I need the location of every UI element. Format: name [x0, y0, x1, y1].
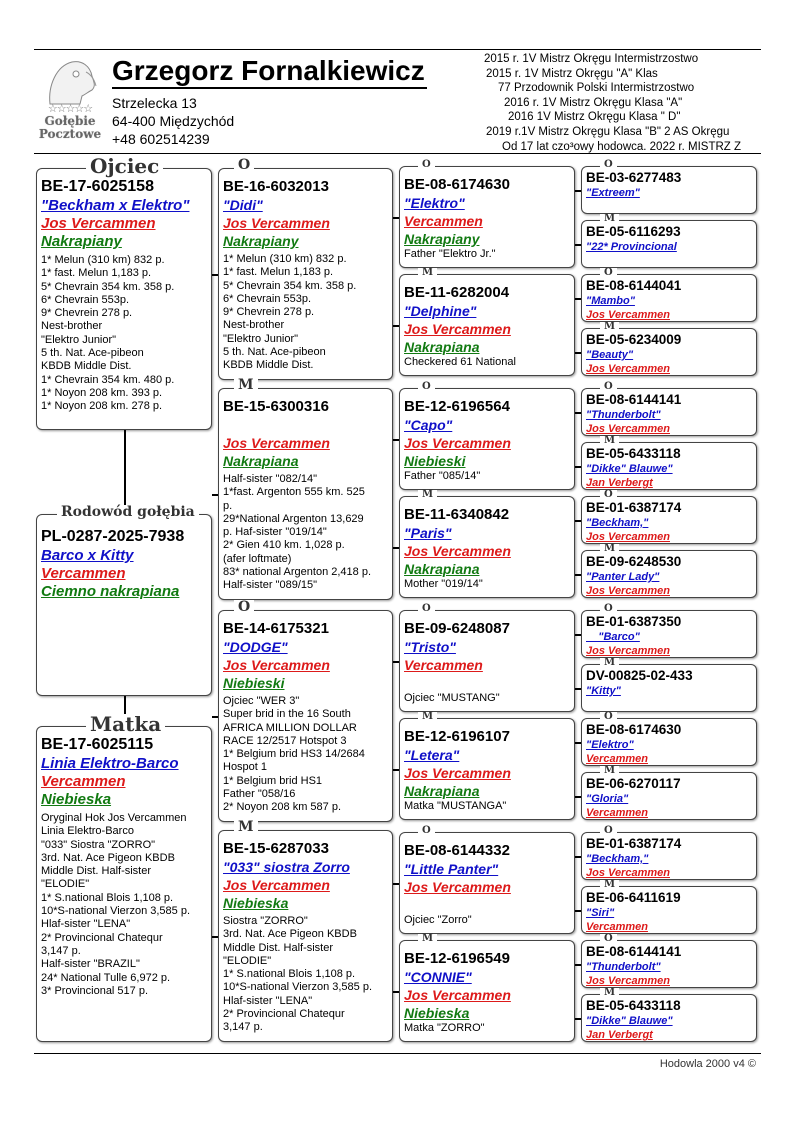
- notes: Father "Elektro Jr.": [404, 248, 496, 260]
- note-line: 10*S-national Vierzon 3,585 p.: [41, 905, 191, 918]
- achievements-list: [470, 52, 770, 154]
- notes: [223, 473, 388, 593]
- ring-number: BE-08-6144141: [586, 944, 682, 959]
- notes: Matka "MUSTANGA": [404, 800, 507, 812]
- note-line: 2* Noyon 208 km 587 p.: [223, 801, 342, 814]
- color: [404, 674, 570, 692]
- note-line: Siostra "ZORRO": [223, 915, 308, 927]
- ring-number: BE-05-6234009: [586, 332, 682, 347]
- notes: Checkered 61 National: [404, 356, 516, 368]
- achievement-item: 2016 r. 1V Mistrz Okręgu Klasa "A": [504, 96, 683, 109]
- note-line: 6* Chevrain 553p.: [41, 293, 130, 306]
- connector: [575, 412, 581, 414]
- pigeon-name: "Capo": [404, 417, 453, 433]
- ring-number: BE-12-6196549: [404, 950, 510, 967]
- ring-number: BE-09-6248087: [404, 620, 510, 637]
- pigeon-name: "Extreem": [586, 187, 640, 199]
- pigeon-name: "22* Provincional: [586, 241, 677, 253]
- note-line: Super brid in the 16 South: [223, 708, 351, 721]
- note-line: "ELODIE": [41, 878, 90, 891]
- gg-grandparent-card[interactable]: [581, 886, 757, 934]
- note-line: 6* Chevrain 553p.: [223, 292, 312, 305]
- gg-grandparent-card[interactable]: [581, 328, 757, 376]
- owner-name: Grzegorz Fornalkiewicz: [112, 55, 427, 89]
- ring-number: BE-17-6025115: [41, 736, 154, 753]
- ring-number: DV-00825-02-433: [586, 668, 693, 683]
- note-line: 1* Melun (310 km) 832 p.: [41, 254, 165, 266]
- breeder: Jos Vercammen: [404, 321, 511, 337]
- connector: [575, 190, 581, 192]
- notes: [41, 812, 207, 998]
- pigeon-name: "Beauty": [586, 349, 634, 361]
- note-line: 3,147 p.: [41, 944, 81, 957]
- note-line: 2* Provincional Chatequr: [223, 1008, 345, 1021]
- sire-label: O: [234, 600, 254, 614]
- note-line: p.: [223, 499, 233, 512]
- mother-label: Matka: [86, 714, 165, 734]
- note-line: Half-sister "082/14": [223, 473, 318, 485]
- sire-label: O: [418, 160, 435, 170]
- connector: [393, 661, 399, 663]
- great-grandparent-card[interactable]: [399, 274, 575, 376]
- note-line: (afer loftmate): [223, 552, 292, 565]
- color: Niebieska: [41, 791, 112, 808]
- note-line: Linia Elektro-Barco: [41, 825, 134, 838]
- breeder: Jos Vercammen: [586, 645, 670, 657]
- connector: [212, 494, 218, 496]
- note-line: Hlaf-sister "LENA": [41, 918, 131, 931]
- ring-number: BE-09-6248530: [586, 554, 682, 569]
- connector: [575, 244, 581, 246]
- note-line: 1* Melun (310 km) 832 p.: [223, 253, 347, 265]
- breeder: Jos Vercammen: [41, 215, 156, 232]
- connector: [393, 991, 399, 993]
- connector: [575, 574, 581, 576]
- connector: [212, 716, 218, 718]
- great-grandparent-card[interactable]: [399, 496, 575, 598]
- connector: [393, 547, 399, 549]
- note-line: "033" Siostra "ZORRO": [41, 838, 156, 851]
- connector: [212, 274, 218, 276]
- connector: [575, 520, 581, 522]
- pigeon-name: "Delphine": [404, 303, 477, 319]
- note-line: 10*S-national Vierzon 3,585 p.: [223, 981, 373, 994]
- ring-number: BE-11-6340842: [404, 506, 510, 523]
- breeder: Jos Vercammen: [586, 585, 670, 597]
- note-line: 9* Chevrein 278 p.: [41, 307, 133, 320]
- note-line: 1* S.national Blois 1,108 p.: [223, 968, 356, 981]
- pigeon-name: "Beckham,": [586, 853, 649, 865]
- sire-label: O: [600, 160, 617, 170]
- logo-text-line1: Gołębie: [44, 114, 96, 128]
- ring-number: BE-01-6387174: [586, 500, 682, 515]
- color: Niebieska: [223, 895, 289, 911]
- note-line: Hlaf-sister "LENA": [223, 994, 313, 1007]
- pigeon-name: "Thunderbolt": [586, 961, 661, 973]
- gg-grandparent-card[interactable]: [581, 550, 757, 598]
- breeder: Jan Verbergt: [586, 1029, 653, 1041]
- gg-grandparent-card[interactable]: [581, 388, 757, 436]
- mother-card[interactable]: [36, 726, 212, 1042]
- gg-grandparent-card[interactable]: [581, 274, 757, 322]
- ring-number: BE-08-6144141: [586, 392, 682, 407]
- connector: [575, 688, 581, 690]
- ring-number: BE-01-6387174: [586, 836, 682, 851]
- dam-label: M: [418, 490, 437, 500]
- connector: [575, 466, 581, 468]
- note-line: 1* Chevrain 354 km. 480 p.: [41, 373, 175, 386]
- pigeon-name: "Little Panter": [404, 861, 499, 877]
- ring-number: BE-16-6032013: [223, 178, 329, 195]
- achievement-item: 2019 r.1V Mistrz Okręgu Klasa "B" 2 AS Okręgu: [486, 125, 730, 138]
- note-line: 3,147 p.: [223, 1021, 263, 1034]
- color: Ciemno nakrapiana: [41, 583, 180, 600]
- notes: Matka "ZORRO": [404, 1022, 485, 1034]
- connector: [393, 325, 399, 327]
- breeder: Jos Vercammen: [223, 877, 330, 893]
- breeder: Vercammen: [586, 753, 648, 765]
- pigeon-name: "Thunderbolt": [586, 409, 661, 421]
- sire-label: O: [600, 268, 617, 278]
- color: Nakrapiana: [404, 339, 480, 355]
- logo-text-line2: Pocztowe: [38, 127, 102, 141]
- gg-grandparent-card[interactable]: [581, 718, 757, 766]
- dam-label: M: [600, 544, 619, 554]
- dam-label: M: [234, 378, 258, 392]
- note-line: 1* S.national Blois 1,108 p.: [41, 891, 174, 904]
- grandparent-card[interactable]: [218, 830, 393, 1042]
- notes: Ojciec "Zorro": [404, 914, 472, 926]
- logo-stars: ☆☆☆☆☆: [47, 103, 93, 115]
- ring-number: BE-01-6387350: [586, 614, 682, 629]
- note-line: 2* Provincional Chatequr: [41, 931, 163, 944]
- connector: [393, 439, 399, 441]
- note-line: 3rd. Nat. Ace Pigeon KBDB: [223, 928, 357, 941]
- ring-number: BE-05-6116293: [586, 224, 681, 239]
- sire-label: O: [600, 490, 617, 500]
- color: Nakrapiana: [223, 453, 299, 469]
- great-grandparent-card[interactable]: [399, 718, 575, 820]
- notes: Father "085/14": [404, 470, 481, 482]
- great-grandparent-card[interactable]: [399, 388, 575, 490]
- dam-label: M: [600, 658, 619, 668]
- sire-label: O: [418, 382, 435, 392]
- connector: [575, 796, 581, 798]
- dam-label: M: [418, 712, 437, 722]
- dam-label: M: [600, 988, 619, 998]
- connector: [575, 856, 581, 858]
- pigeon-name: "033" siostra Zorro: [223, 859, 350, 875]
- color: Nakrapiany: [41, 233, 122, 250]
- note-line: 24* National Tulle 6,972 p.: [41, 971, 171, 984]
- pigeon-name: "Paris": [404, 525, 452, 541]
- dam-label: M: [600, 766, 619, 776]
- ring-number: BE-03-6277483: [586, 170, 682, 185]
- logo: [34, 56, 106, 148]
- breeder: Jos Vercammen: [404, 435, 511, 451]
- notes: [223, 253, 388, 373]
- note-line: RACE 12/2517 Hotspot 3: [223, 734, 347, 747]
- pigeon-name: Barco x Kitty: [41, 547, 134, 564]
- footer-rule: [34, 1053, 761, 1054]
- breeder: Jos Vercammen: [586, 423, 670, 435]
- note-line: Half-sister "089/15": [223, 579, 318, 592]
- pigeon-name: "Tristo": [404, 639, 456, 655]
- ring-number: BE-11-6282004: [404, 284, 510, 301]
- ring-number: BE-15-6300316: [223, 398, 329, 415]
- pigeon-name: "Barco": [586, 631, 640, 643]
- ring-number: BE-12-6196107: [404, 728, 510, 745]
- notes: [223, 915, 388, 1035]
- connector: [393, 883, 399, 885]
- ring-number: BE-08-6144332: [404, 842, 510, 859]
- note-line: AFRICA MILLION DOLLAR: [223, 721, 357, 734]
- dam-label: M: [418, 268, 437, 278]
- achievement-item: 2016 1V Mistrz Okręgu Klasa " D": [508, 111, 681, 124]
- ring-number: BE-05-6433118: [586, 446, 681, 461]
- pigeon-name: "Elektro": [586, 739, 634, 751]
- gg-grandparent-card[interactable]: [581, 772, 757, 820]
- note-line: 1* fast. Melun 1,183 p.: [41, 267, 152, 280]
- sire-label: O: [600, 604, 617, 614]
- sire-label: O: [600, 382, 617, 392]
- note-line: Hospot 1: [223, 761, 268, 774]
- note-line: 5 th. Nat. Ace-pibeon: [223, 346, 326, 359]
- sire-label: O: [600, 826, 617, 836]
- breeder: Jos Vercammen: [586, 531, 670, 543]
- owner-phone: +48 602514239: [112, 131, 210, 147]
- connector: [575, 742, 581, 744]
- note-line: Father "058/16: [223, 788, 296, 801]
- note-line: 3rd. Nat. Ace Pigeon KBDB: [41, 851, 175, 864]
- breeder: Jos Vercammen: [404, 987, 511, 1003]
- father-card[interactable]: [36, 168, 212, 430]
- pigeon-name: "DODGE": [223, 639, 288, 655]
- breeder: Jos Vercammen: [586, 309, 670, 321]
- gg-grandparent-card[interactable]: [581, 832, 757, 880]
- breeder: Vercammen: [404, 213, 483, 229]
- note-line: Oryginal Hok Jos Vercammen: [41, 812, 187, 824]
- great-grandparent-card[interactable]: [399, 940, 575, 1042]
- note-line: Nest-brother: [223, 319, 285, 332]
- pigeon-name: Linia Elektro-Barco: [41, 755, 179, 772]
- note-line: "Elektro Junior": [223, 332, 299, 345]
- breeder: Vercammen: [41, 773, 126, 790]
- color: Niebieska: [404, 1005, 470, 1021]
- note-line: KBDB Middle Dist.: [223, 359, 314, 372]
- pigeon-name: "Didi": [223, 197, 263, 213]
- pigeon-name: "CONNIE": [404, 969, 472, 985]
- sire-label: O: [600, 934, 617, 944]
- note-line: 5* Chevrain 354 km. 358 p.: [41, 280, 175, 293]
- achievement-item: 77 Przodownik Polski Intermistrzostwo: [498, 82, 695, 95]
- color: [404, 896, 570, 914]
- dam-label: M: [600, 436, 619, 446]
- note-line: Middle Dist. Half-sister: [223, 941, 334, 954]
- grandparent-card[interactable]: [218, 168, 393, 380]
- achievement-item: Od 17 lat czo³owy hodowca. 2022 r. MISTRZ Z: [502, 140, 742, 153]
- ring-number: BE-08-6144041: [586, 278, 682, 293]
- ring-number: BE-17-6025158: [41, 178, 154, 195]
- pigeon-name: "Gloria": [586, 793, 629, 805]
- pigeon-head-icon: [42, 56, 98, 106]
- color: Nakrapiana: [404, 783, 480, 799]
- pigeon-name: "Dikke" Blauwe": [586, 463, 673, 475]
- note-line: Middle Dist. Half-sister: [41, 865, 152, 878]
- pigeon-name: "Letera": [404, 747, 460, 763]
- gg-grandparent-card[interactable]: [581, 610, 757, 658]
- note-line: "ELODIE": [223, 954, 272, 967]
- ring-number: BE-05-6433118: [586, 998, 681, 1013]
- color: Nakrapiany: [223, 233, 299, 249]
- pigeon-name: "Elektro": [404, 195, 465, 211]
- notes: [41, 254, 207, 414]
- owner-street: Strzelecka 13: [112, 95, 197, 111]
- gg-grandparent-card[interactable]: [581, 664, 757, 712]
- connector: [575, 352, 581, 354]
- note-line: 1* Belgium brid HS1: [223, 774, 323, 787]
- gg-grandparent-card[interactable]: [581, 940, 757, 988]
- dam-label: M: [600, 322, 619, 332]
- note-line: 83* national Argenton 2,418 p.: [223, 566, 372, 579]
- breeder: Vercammen: [41, 565, 126, 582]
- connector: [212, 936, 218, 938]
- gg-grandparent-card[interactable]: [581, 496, 757, 544]
- gg-grandparent-card[interactable]: [581, 442, 757, 490]
- connector: [393, 217, 399, 219]
- grandparent-card[interactable]: [218, 388, 393, 600]
- sire-label: O: [418, 604, 435, 614]
- footer-text: Hodowla 2000 v4 ©: [659, 1058, 756, 1070]
- ring-number: BE-14-6175321: [223, 620, 329, 637]
- color: Niebieski: [404, 453, 466, 469]
- dam-label: M: [234, 820, 258, 834]
- grandparent-card[interactable]: [218, 610, 393, 822]
- breeder: Jos Vercammen: [404, 879, 511, 895]
- great-grandparent-card[interactable]: [399, 832, 575, 934]
- pigeon-name: "Kitty": [586, 685, 621, 697]
- connector: [575, 910, 581, 912]
- breeder: Jan Verbergt: [586, 477, 653, 489]
- note-line: 5* Chevrain 354 km. 358 p.: [223, 279, 357, 292]
- note-line: 1* Noyon 208 km. 278 p.: [41, 400, 163, 413]
- breeder: Jos Vercammen: [223, 435, 330, 451]
- connector: [575, 964, 581, 966]
- header-top-rule: [34, 49, 761, 50]
- breeder: Vercammen: [404, 657, 483, 673]
- ring-number: BE-08-6174630: [404, 176, 510, 193]
- note-line: Nest-brother: [41, 320, 103, 333]
- connector: [124, 430, 126, 512]
- note-line: "Elektro Junior": [41, 333, 117, 346]
- pigeon-name: "Siri": [586, 907, 615, 919]
- note-line: 1* Belgium brid HS3 14/2684: [223, 748, 365, 761]
- note-line: 1* Noyon 208 km. 393 p.: [41, 386, 163, 399]
- note-line: 1*fast. Argenton 555 km. 525: [223, 486, 365, 499]
- pigeon-name: "Beckham x Elektro": [41, 197, 190, 214]
- ring-number: PL-0287-2025-7938: [41, 528, 185, 545]
- pigeon-name: [223, 416, 388, 434]
- father-label: Ojciec: [86, 156, 163, 176]
- connector: [393, 769, 399, 771]
- subject-card[interactable]: [36, 514, 212, 696]
- note-line: 2* Gien 410 km. 1,028 p.: [223, 539, 345, 552]
- dam-label: M: [600, 214, 619, 224]
- breeder: Jos Vercammen: [586, 363, 670, 375]
- sire-label: O: [600, 712, 617, 722]
- note-line: 9* Chevrein 278 p.: [223, 306, 315, 319]
- dam-label: M: [418, 934, 437, 944]
- sire-label: O: [418, 826, 435, 836]
- breeder: Jos Vercammen: [223, 215, 330, 231]
- color: Niebieski: [223, 675, 285, 691]
- breeder: Jos Vercammen: [404, 543, 511, 559]
- connector: [575, 634, 581, 636]
- pigeon-name: "Mambo": [586, 295, 635, 307]
- ring-number: BE-12-6196564: [404, 398, 510, 415]
- breeder: Vercammen: [586, 807, 648, 819]
- note-line: p. Haf-sister "019/14": [223, 526, 327, 539]
- note-line: 5 th. Nat. Ace-pibeon: [41, 347, 144, 360]
- pigeon-name: "Dikke" Blauwe": [586, 1015, 673, 1027]
- connector: [575, 298, 581, 300]
- note-line: 3* Provincional 517 p.: [41, 984, 149, 997]
- notes: Mother "019/14": [404, 578, 483, 590]
- breeder: Vercammen: [586, 921, 648, 933]
- owner-city: 64-400 Międzychód: [112, 113, 235, 129]
- gg-grandparent-card[interactable]: [581, 166, 757, 214]
- note-line: Ojciec "WER 3": [223, 695, 300, 707]
- dam-label: M: [600, 880, 619, 890]
- breeder: Jos Vercammen: [586, 975, 670, 987]
- breeder: Jos Vercammen: [404, 765, 511, 781]
- color: Nakrapiany: [404, 231, 480, 247]
- ring-number: BE-06-6270117: [586, 776, 681, 791]
- breeder: Jos Vercammen: [586, 867, 670, 879]
- notes: [223, 695, 388, 815]
- ring-number: BE-06-6411619: [586, 890, 681, 905]
- gg-grandparent-card[interactable]: [581, 220, 757, 268]
- great-grandparent-card[interactable]: [399, 166, 575, 268]
- achievement-item: 2015 r. 1V Mistrz Okręgu Intermistrzostwo: [484, 53, 699, 65]
- pigeon-name: "Beckham,": [586, 517, 649, 529]
- subject-label: Rodowód gołębia: [57, 505, 199, 519]
- note-line: 29*National Argenton 13,629: [223, 512, 364, 525]
- notes: Ojciec "MUSTANG": [404, 692, 500, 704]
- breeder: Jos Vercammen: [223, 657, 330, 673]
- note-line: Half-sister "BRAZIL": [41, 958, 140, 971]
- color: Nakrapiana: [404, 561, 480, 577]
- connector: [575, 1018, 581, 1020]
- note-line: KBDB Middle Dist.: [41, 360, 132, 373]
- note-line: 1* fast. Melun 1,183 p.: [223, 266, 334, 279]
- sire-label: O: [234, 158, 254, 172]
- ring-number: BE-08-6174630: [586, 722, 682, 737]
- ring-number: BE-15-6287033: [223, 840, 329, 857]
- pigeon-name: "Panter Lady": [586, 571, 660, 583]
- achievement-item: 2015 r. 1V Mistrz Okręgu "A" Klas: [486, 67, 658, 80]
- gg-grandparent-card[interactable]: [581, 994, 757, 1042]
- great-grandparent-card[interactable]: [399, 610, 575, 712]
